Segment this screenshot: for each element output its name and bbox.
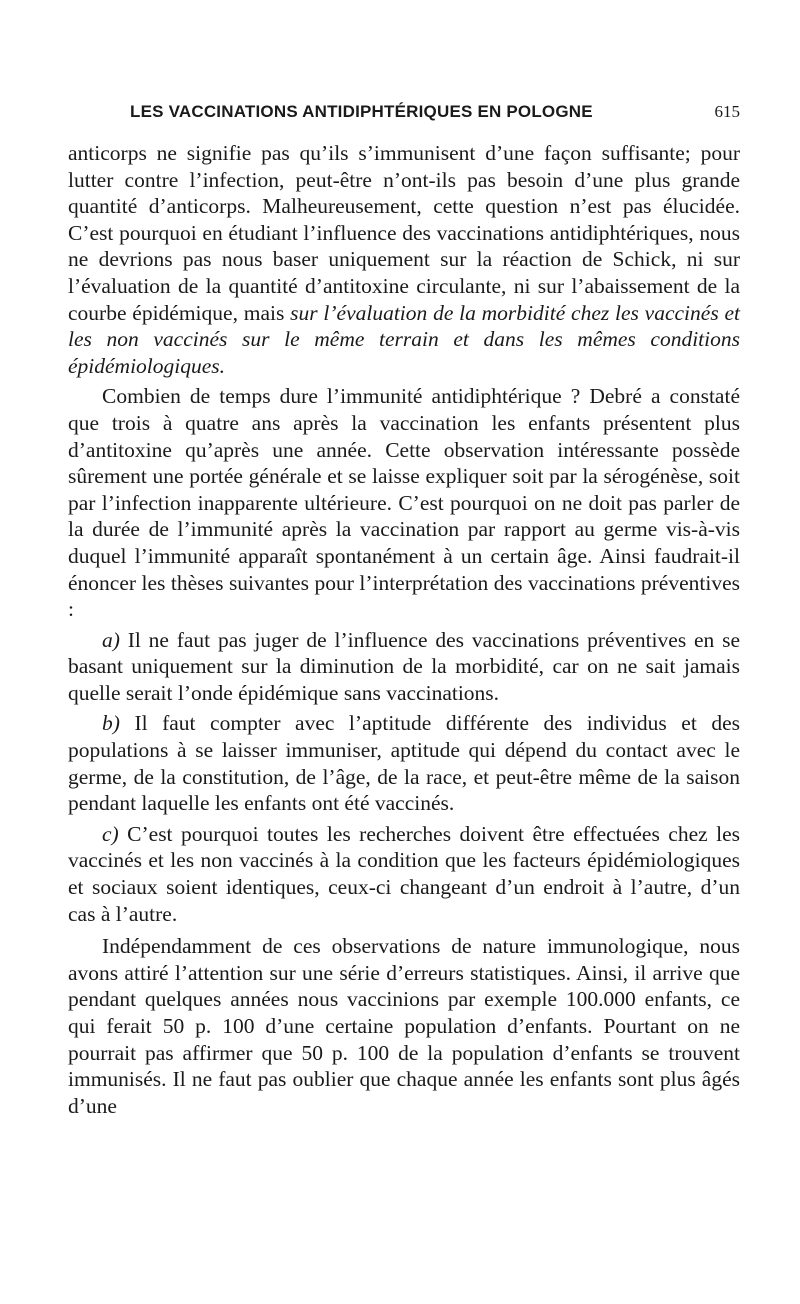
page-number: 615 xyxy=(714,102,740,121)
thesis-a-text: Il ne faut pas juger de l’influence des vaccinations préventives en se basant uniquement sur la diminution de la morbidité, car on ne sait jamais quelle serait l’onde épidémique sans vaccinations. xyxy=(68,627,740,705)
body-text xyxy=(68,140,740,1123)
thesis-c xyxy=(68,821,740,927)
paragraph-last: Indépendamment de ces observations de nature immunologique, nous avons attiré l’attention sur une série d’erreurs statistiques. Ainsi, il arrive que pendant quelques années nous vaccinions par exemple 100.000 enfants, ce qui ferait 50 p. 100 d’une certaine population d’enfants. Pourtant on ne pourrait pas affirmer que 50 p. 100 de la population d’enfants se trouvent immunisés. Il ne faut pas oublier que chaque année les enfants sont plus âgés d’une xyxy=(68,934,740,1118)
paragraph-1 xyxy=(68,140,740,379)
thesis-a-marker: a) xyxy=(102,627,120,652)
thesis-c-text: C’est pourquoi toutes les recherches doivent être effectuées chez les vaccinés et les non vaccinés à la condition que les facteurs épidémiologiques et sociaux soient identiques, ceux-ci changeant d’un endroit à l’autre, d’un cas à l’autre. xyxy=(68,821,740,926)
running-title: LES VACCINATIONS ANTIDIPHTÉRIQUES EN POLOGNE xyxy=(130,102,593,121)
thesis-b-marker: b) xyxy=(102,711,120,736)
thesis-a xyxy=(68,627,740,707)
thesis-b-text: Il faut compter avec l’aptitude différente des individus et des populations à se laisser immuniser, aptitude qui dépend du contact avec le germe, de la constitution, de l’âge, de la race, et peut-être même de la saison pendant laquelle les enfants ont été vaccinés. xyxy=(68,711,740,816)
running-head xyxy=(130,102,740,122)
thesis-c-marker: c) xyxy=(102,821,119,846)
paragraph-2: Combien de temps dure l’immunité antidiphtérique ? Debré a constaté que trois à quatre ans après la vaccination les enfants présentent plus d’antitoxine qu’après une année. Cette observation intéressante possède sûrement une portée générale et se laisse expliquer soit par la sérogénèse, soit par l’infection inapparente ultérieure. C’est pourquoi on ne doit pas parler de la durée de l’immunité après la vaccination par rapport au germe vis-à-vis duquel l’immunité apparaît spontanément à un certain âge. Ainsi faudrait-il énoncer les thèses suivantes pour l’interprétation des vaccinations préventives : xyxy=(68,384,740,622)
paragraph-1-text: anticorps ne signifie pas qu’ils s’immunisent d’une façon suffisante; pour lutter contre l’infection, peut-être n’ont-ils pas besoin d’une plus grande quantité d’anticorps. Malheureusement, cette question n’est pas élucidée. C’est pourquoi en étudiant l’influence des vaccinations antidiphtériques, nous ne devrions pas nous baser uniquement sur la réaction de Schick, ni sur l’évaluation de la quantité d’antitoxine circulante, ni sur l’abaissement de la courbe épidémique, mais xyxy=(68,141,740,325)
paragraph-1-emphasis: sur l’évaluation de la morbidité chez les vaccinés et les non vaccinés sur le même terrain et dans les mêmes conditions épidémiologiques. xyxy=(68,300,740,378)
thesis-b xyxy=(68,710,740,816)
